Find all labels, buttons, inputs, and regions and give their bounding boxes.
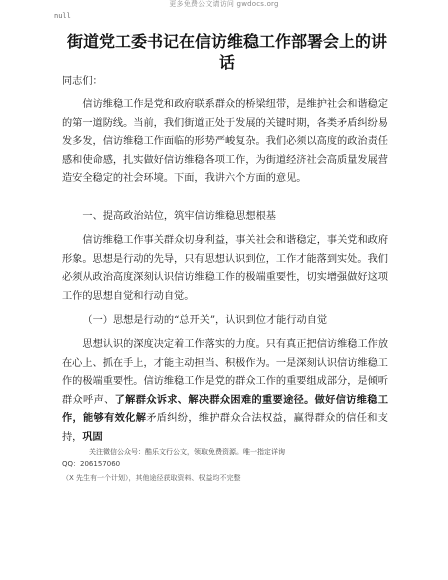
greeting: 同志们： — [62, 76, 103, 87]
promo-line-1: 关注微信公众号：酷乐文行公文，领取免费资源。唯一指定详询 — [89, 448, 285, 456]
subsection-heading-1: （一）思想是行动的“总开关”，认识到位才能行动自觉 — [82, 315, 328, 326]
null-tag: null — [54, 12, 71, 20]
document-title: 街道党工委书记在信访维稳工作部署会上的讲话 — [66, 32, 387, 72]
paragraph-bold-b: 巩固 — [82, 431, 103, 443]
paragraph-text-c: 矛盾纠纷，维护群众合法权益，赢得群众的信任和支持， — [62, 413, 388, 443]
paragraph-subsection-1 — [62, 336, 388, 448]
promo-line-qq: QQ：206157060 — [62, 460, 121, 468]
section-heading-1: 一、提高政治站位，筑牢信访维稳思想根基 — [82, 211, 276, 222]
paragraph-text-a: 思想认识的深度决定着工作落实的力度。只有真正把信访维稳工作放在心上、抓在手上，才能主动担当、积极作为。一是深刻认识信访维稳工作的极端重要性。信访维稳工作是党的群众工作的重要组成部分，是倾听群众呼声、 — [62, 339, 389, 406]
paragraph-bold-a: 了解群众诉求、解决群众困难的重要途径。做好信访维稳工作，能够有效化解 — [62, 394, 389, 425]
watermark-header: 更多免费公文请访问 gwdocs.org — [169, 0, 279, 8]
paragraph-section-1: 信访维稳工作事关群众切身利益，事关社会和谐稳定，事关党和政府形象。思想是行动的先导，只有思想认识到位，工作才能落到实处。我们必须从政治高度深刻认识信访维稳工作的极端重要性，切实增强做好这项工作的思想自觉和行动自觉。 — [62, 235, 389, 302]
promo-line-3: （X 先生有一个计划），其他途径获取资料、权益均不完整 — [62, 474, 241, 482]
paragraph-intro: 信访维稳工作是党和政府联系群众的桥梁纽带，是维护社会和谐稳定的第一道防线。当前，我们街道正处于发展的关键时期，各类矛盾纠纷易发多发，信访维稳工作面临的形势严峻复杂。我们必须以高度的政治责任感和使命感，扎实做好信访维稳各项工作，为街道经济社会高质量发展营造安全稳定的社会环境。下面，我讲六个方面的意见。 — [62, 99, 389, 185]
